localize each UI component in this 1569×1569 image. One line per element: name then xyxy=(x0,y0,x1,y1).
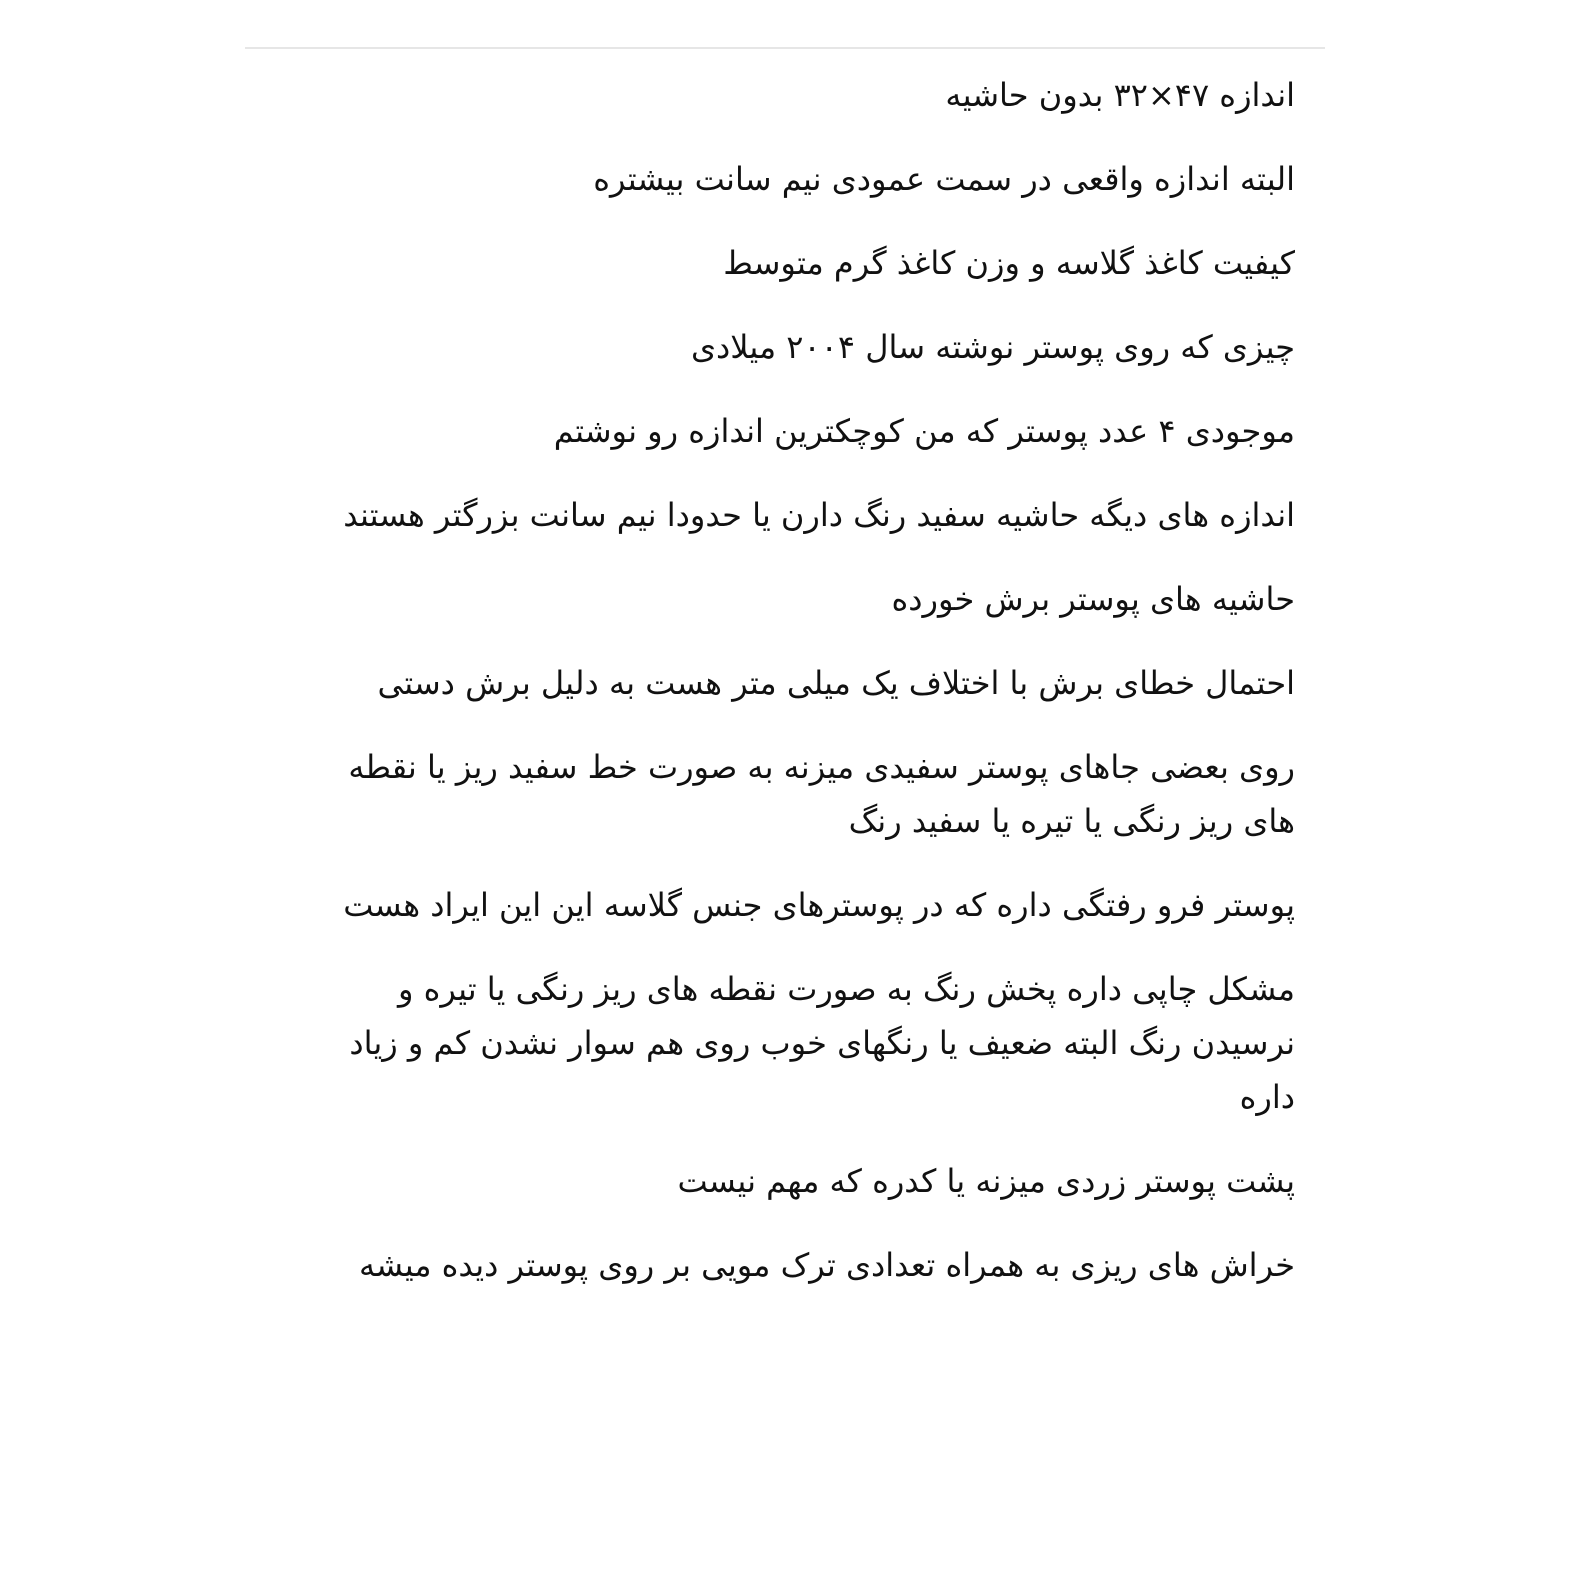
description-line-stock: موجودی ۴ عدد پوستر که من کوچکترین اندازه رو نوشتم xyxy=(553,412,1295,450)
description-line-back-yellowing: پشت پوستر زردی میزنه یا کدره که مهم نیست xyxy=(677,1162,1295,1200)
description-line-dents: پوستر فرو رفتگی داره که در پوسترهای جنس گلاسه این این ایراد هست xyxy=(343,886,1295,924)
description-line-size: اندازه ۴۷×۳۲ بدون حاشیه xyxy=(945,76,1295,114)
description-line-scratches: خراش های ریزی به همراه تعدادی ترک مویی بر روی پوستر دیده میشه xyxy=(358,1246,1295,1284)
description-line-cut-error: احتمال خطای برش با اختلاف یک میلی متر هست به دلیل برش دستی xyxy=(377,664,1295,702)
description-line-print-issues: مشکل چاپی داره پخش رنگ به صورت نقطه های ریز رنگی یا تیره و نرسیدن رنگ البته ضعیف یا رنگهای خوب روی هم سوار نشدن کم و زیاد داره xyxy=(349,970,1295,1116)
description-line-other-sizes: اندازه های دیگه حاشیه سفید رنگ دارن یا حدودا نیم سانت بزرگتر هستند xyxy=(343,496,1295,534)
description-line-year: چیزی که روی پوستر نوشته سال ۲۰۰۴ میلادی xyxy=(690,328,1295,366)
description-line-white-marks: روی بعضی جاهای پوستر سفیدی میزنه به صورت خط سفید ریز یا نقطه های ریز رنگی یا تیره یا سفید رنگ xyxy=(348,748,1295,840)
description-line-margins-cut: حاشیه های پوستر برش خورده xyxy=(891,580,1295,618)
product-description xyxy=(295,68,1295,1322)
description-line-actual-size: البته اندازه واقعی در سمت عمودی نیم سانت بیشتره xyxy=(593,160,1295,198)
top-divider xyxy=(245,47,1325,49)
description-line-paper-quality: کیفیت کاغذ گلاسه و وزن کاغذ گرم متوسط xyxy=(723,244,1295,282)
